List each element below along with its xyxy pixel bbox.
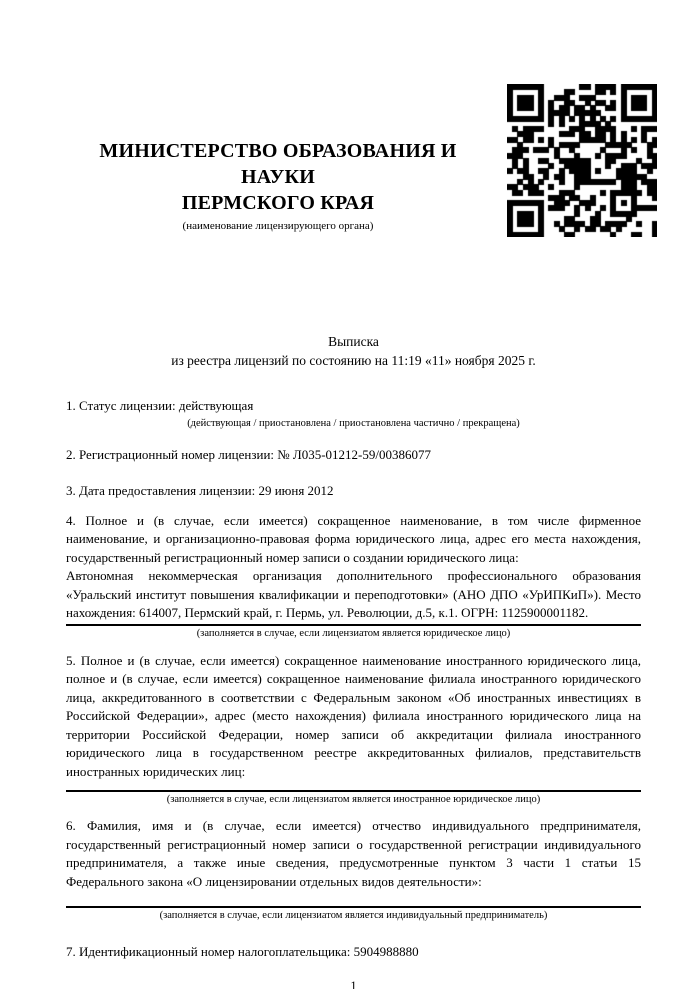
legal-entity-value: Автономная некоммерческая организация дополнительного профессионального образования «Уральский институт повышения квалификации и переподготовки» (АНО ДПО «УрИПКиП»). Место нахождения: 614007, Пермский край, г. Пермь, ул. Революции, д.5, к.1. ОГРН: 1125900001182.	[66, 568, 641, 620]
entrepreneur-caption: (заполняется в случае, если лицензиатом является индивидуальный предприниматель)	[159, 910, 548, 921]
blank-fill-line	[66, 624, 641, 626]
legal-entity-clause: 4. Полное и (в случае, если имеется) сокращенное наименование, в том числе фирменное наименование, и организационно-правовая форма юридического лица, адрес его места нахождения, государственный регистрационный номер записи о создании юридического лица:	[66, 512, 641, 565]
title-subtitle: из реестра лицензий по состоянию на 11:19 «11» ноября 2025 г.	[171, 353, 536, 368]
blank-fill-line	[66, 906, 641, 908]
foreign-entity-caption: (заполняется в случае, если лицензиатом является иностранное юридическое лицо)	[166, 794, 541, 805]
blank-fill-line	[66, 790, 641, 792]
taxpayer-id: 7. Идентификационный номер налогоплательщика: 5904988880	[66, 944, 419, 959]
content-column	[66, 138, 641, 989]
ministry-header	[66, 138, 490, 233]
entrepreneur-clause: 6. Фамилия, имя и (в случае, если имеется) отчество индивидуального предпринимателя, государственный регистрационный номер записи о государственной регистрации индивидуального предпринимателя, а также иные сведения, предусмотренные пунктом 3 части 1 статьи 15 Федерального закона «О лицензировании отдельных видов деятельности»:	[66, 818, 641, 889]
document-title	[66, 332, 641, 370]
foreign-entity-clause: 5. Полное и (в случае, если имеется) сокращенное наименование иностранного юридического лица, полное и (в случае, если имеется) сокращенное наименование филиала иностранного юридического лица, аккредитованного в соответствии с Федеральным законом «Об иностранных инвестициях в Российской Федерации», адрес (место нахождения) филиала иностранного юридического лица на территории Российской Федерации, номер записи об аккредитации филиала иностранного юридического лица в государственном реестре аккредитованных филиалов, представительств иностранных юридических лиц:	[66, 652, 641, 779]
license-grant-date: 3. Дата предоставления лицензии: 29 июня 2012	[66, 483, 334, 498]
page-number: 1	[350, 978, 357, 989]
ministry-name-line2: ПЕРМСКОГО КРАЯ	[181, 192, 375, 214]
license-number: 2. Регистрационный номер лицензии: № Л035-01212-59/00386077	[66, 446, 432, 462]
licensing-authority-caption: (наименование лицензирующего органа)	[182, 220, 374, 232]
legal-entity-caption: (заполняется в случае, если лицензиатом является юридическое лицо)	[196, 627, 511, 639]
license-status-caption: (действующая / приостановлена / приостановлена частично / прекращена)	[187, 417, 520, 429]
ministry-name-line1: МИНИСТЕРСТВО ОБРАЗОВАНИЯ И НАУКИ	[99, 140, 457, 188]
qr-code-icon	[507, 84, 657, 237]
title-line: Выписка	[328, 334, 379, 349]
license-status: 1. Статус лицензии: действующая	[66, 398, 254, 413]
